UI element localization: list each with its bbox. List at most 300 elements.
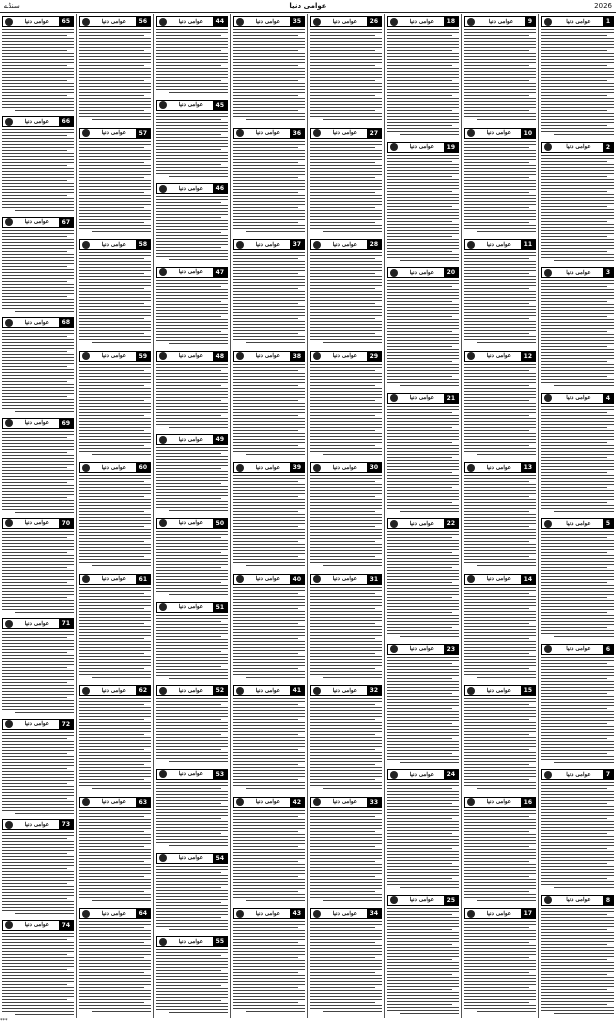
text-line — [156, 881, 228, 882]
badge-title: عوامی دنیا — [24, 520, 50, 527]
text-line — [464, 258, 529, 259]
article-badge — [464, 574, 536, 585]
text-line — [79, 95, 144, 96]
text-line — [387, 349, 459, 350]
text-line — [2, 1002, 74, 1003]
text-line — [233, 388, 305, 389]
badge-title: عوامی دنیا — [486, 353, 512, 360]
text-line — [2, 892, 74, 893]
text-line — [541, 83, 614, 84]
text-line — [233, 538, 305, 539]
text-line — [387, 248, 459, 249]
article-badge — [156, 351, 228, 362]
text-line — [541, 415, 614, 416]
text-line — [233, 891, 298, 892]
text-line — [156, 167, 228, 168]
text-line — [233, 77, 305, 78]
badge-title: عوامی دنیا — [486, 241, 512, 248]
text-line — [387, 257, 459, 258]
article-badge — [2, 16, 74, 27]
text-line — [156, 890, 228, 891]
text-line — [464, 174, 536, 175]
text-line — [79, 538, 151, 539]
text-line — [541, 242, 614, 243]
article-badge — [387, 267, 459, 278]
text-line — [464, 35, 529, 36]
text-line — [464, 746, 536, 747]
text-line — [310, 834, 382, 835]
text-line — [310, 873, 382, 874]
logo-icon — [313, 18, 321, 26]
text-line — [310, 550, 382, 551]
text-line — [156, 633, 228, 634]
article-53 — [156, 769, 228, 851]
text-line — [310, 770, 382, 771]
text-line — [541, 561, 614, 562]
text-line — [541, 286, 607, 287]
article-6 — [541, 644, 614, 768]
text-line — [310, 388, 382, 389]
text-line — [79, 596, 151, 597]
text-line — [310, 370, 375, 371]
text-line — [541, 627, 607, 628]
text-line — [541, 289, 614, 290]
text-line — [156, 397, 228, 398]
text-line — [156, 997, 228, 998]
article-badge — [156, 183, 228, 194]
text-line — [2, 284, 74, 285]
text-line — [79, 864, 151, 865]
text-line — [2, 534, 74, 535]
text-line — [310, 213, 382, 214]
badge-title: عوامی دنیا — [255, 687, 281, 694]
text-line — [464, 668, 529, 669]
text-line — [79, 888, 151, 889]
article-59 — [79, 351, 151, 461]
text-line — [2, 38, 74, 39]
logo-icon — [82, 352, 90, 360]
text-line — [156, 474, 228, 475]
text-line — [2, 963, 74, 964]
text-line — [2, 759, 74, 760]
text-line — [79, 987, 144, 988]
text-line — [323, 565, 382, 566]
badge-title: عوامی دنیا — [255, 799, 281, 806]
text-line — [233, 376, 305, 377]
text-line — [387, 182, 459, 183]
text-line — [2, 101, 74, 102]
text-line — [310, 255, 382, 256]
text-line — [387, 875, 459, 876]
article-number: 61 — [136, 575, 150, 584]
article-text — [387, 782, 459, 888]
text-line — [156, 313, 228, 314]
text-line — [156, 875, 228, 876]
text-line — [541, 884, 614, 885]
badge-title: عوامی دنیا — [486, 687, 512, 694]
text-line — [400, 636, 459, 637]
text-line — [156, 149, 221, 150]
text-line — [79, 171, 151, 172]
text-line — [464, 831, 529, 832]
text-line — [233, 309, 305, 310]
text-line — [156, 83, 228, 84]
logo-icon — [390, 896, 398, 904]
text-line — [310, 867, 382, 868]
text-line — [387, 173, 459, 174]
article-48 — [156, 351, 228, 433]
article-number: 29 — [367, 352, 381, 361]
text-line — [233, 415, 298, 416]
article-badge — [541, 267, 614, 278]
text-line — [79, 635, 151, 636]
article-14 — [464, 574, 536, 684]
text-line — [464, 837, 536, 838]
badge-title: عوامی دنیا — [178, 938, 204, 945]
logo-icon — [159, 436, 167, 444]
text-line — [310, 65, 375, 66]
text-line — [387, 209, 459, 210]
text-line — [541, 176, 607, 177]
text-line — [2, 144, 74, 145]
text-line — [233, 629, 305, 630]
text-line — [233, 83, 305, 84]
text-line — [541, 283, 614, 284]
text-line — [156, 415, 221, 416]
text-line — [387, 185, 459, 186]
text-line — [541, 331, 607, 332]
text-line — [464, 168, 536, 169]
text-line — [233, 698, 305, 699]
badge-title: عوامی دنیا — [409, 269, 435, 276]
text-line — [79, 882, 151, 883]
text-line — [2, 488, 74, 489]
article-41 — [233, 685, 305, 795]
text-line — [541, 44, 614, 45]
text-line — [541, 343, 614, 344]
text-line — [387, 203, 459, 204]
text-line — [156, 483, 221, 484]
text-line — [541, 421, 614, 422]
text-line — [2, 694, 74, 695]
text-line — [464, 153, 536, 154]
text-line — [464, 110, 529, 111]
text-line — [310, 430, 375, 431]
article-number: 39 — [290, 463, 304, 472]
text-line — [310, 285, 382, 286]
text-line — [310, 948, 382, 949]
text-line — [233, 990, 305, 991]
text-line — [79, 68, 151, 69]
text-line — [156, 295, 228, 296]
logo-icon — [159, 101, 167, 109]
text-line — [464, 879, 536, 880]
text-line — [387, 38, 459, 39]
text-line — [541, 618, 614, 619]
text-line — [79, 104, 151, 105]
text-line — [541, 382, 614, 383]
text-line — [464, 95, 529, 96]
article-text — [464, 810, 536, 901]
text-line — [233, 638, 298, 639]
text-line — [156, 899, 228, 900]
text-line — [79, 116, 151, 117]
text-line — [156, 418, 228, 419]
badge-title: عوامی دنیا — [255, 353, 281, 360]
text-line — [2, 898, 67, 899]
text-line — [387, 412, 452, 413]
text-line — [233, 743, 305, 744]
text-line — [2, 236, 67, 237]
text-line — [156, 379, 228, 380]
text-line — [310, 951, 382, 952]
text-line — [156, 791, 228, 792]
article-badge — [387, 644, 459, 655]
text-line — [79, 394, 151, 395]
text-line — [233, 963, 305, 964]
text-line — [464, 593, 529, 594]
text-line — [464, 150, 536, 151]
text-line — [387, 750, 459, 751]
text-line — [387, 230, 459, 231]
article-number: 56 — [136, 17, 150, 26]
text-line — [233, 321, 305, 322]
text-line — [387, 980, 459, 981]
text-line — [79, 731, 151, 732]
text-line — [464, 376, 536, 377]
text-line — [2, 257, 74, 258]
badge-title: عوامی دنیا — [409, 18, 435, 25]
text-line — [541, 370, 614, 371]
article-badge — [156, 685, 228, 696]
text-line — [387, 540, 459, 541]
article-badge — [464, 797, 536, 808]
logo-icon — [5, 720, 13, 728]
text-line — [464, 553, 536, 554]
text-line — [541, 502, 607, 503]
logo-icon — [236, 798, 244, 806]
text-line — [156, 447, 228, 448]
text-line — [387, 687, 459, 688]
text-line — [2, 594, 74, 595]
text-line — [541, 113, 614, 114]
text-line — [541, 744, 614, 745]
text-line — [464, 415, 529, 416]
text-line — [541, 227, 614, 228]
text-line — [15, 311, 74, 312]
text-line — [310, 749, 375, 750]
text-line — [156, 534, 228, 535]
text-line — [387, 436, 459, 437]
text-line — [233, 312, 305, 313]
text-line — [79, 885, 151, 886]
article-text — [233, 587, 305, 678]
text-line — [310, 707, 382, 708]
text-line — [464, 559, 536, 560]
text-line — [464, 816, 529, 817]
text-line — [387, 720, 459, 721]
text-line — [79, 828, 151, 829]
text-line — [310, 68, 382, 69]
text-line — [79, 421, 151, 422]
text-line — [233, 174, 305, 175]
text-line — [541, 487, 607, 488]
text-line — [233, 183, 305, 184]
article-text — [541, 280, 614, 386]
text-line — [156, 131, 228, 132]
text-line — [464, 620, 536, 621]
text-line — [464, 541, 529, 542]
text-line — [541, 980, 614, 981]
text-line — [541, 872, 614, 873]
text-line — [464, 219, 536, 220]
text-line — [464, 336, 536, 337]
text-line — [79, 32, 151, 33]
text-line — [2, 673, 74, 674]
text-line — [2, 795, 74, 796]
text-line — [541, 678, 607, 679]
text-line — [464, 638, 529, 639]
text-line — [464, 641, 536, 642]
text-line — [541, 932, 614, 933]
text-line — [541, 842, 614, 843]
text-line — [79, 945, 151, 946]
column-c6 — [385, 14, 462, 1018]
text-line — [79, 406, 151, 407]
text-line — [156, 961, 228, 962]
text-line — [79, 668, 144, 669]
text-line — [233, 424, 305, 425]
text-line — [387, 582, 452, 583]
text-line — [233, 499, 305, 500]
article-2 — [541, 142, 614, 266]
article-badge — [541, 644, 614, 655]
text-line — [79, 852, 151, 853]
text-line — [310, 532, 382, 533]
text-line — [2, 369, 74, 370]
page-footer: *** — [0, 1018, 8, 1024]
logo-icon — [82, 18, 90, 26]
text-line — [233, 32, 305, 33]
text-line — [233, 894, 305, 895]
text-line — [387, 794, 459, 795]
text-line — [233, 71, 305, 72]
text-line — [310, 113, 382, 114]
text-line — [464, 743, 536, 744]
text-line — [310, 526, 375, 527]
text-line — [464, 439, 536, 440]
text-line — [310, 421, 382, 422]
text-line — [233, 776, 305, 777]
article-badge — [79, 351, 151, 362]
text-line — [2, 765, 74, 766]
text-line — [464, 526, 529, 527]
column-c4 — [231, 14, 308, 1018]
text-line — [464, 864, 536, 865]
text-line — [387, 585, 459, 586]
text-line — [387, 370, 459, 371]
text-line — [79, 306, 151, 307]
text-line — [310, 933, 382, 934]
text-line — [387, 343, 459, 344]
text-line — [2, 609, 74, 610]
text-line — [156, 244, 228, 245]
badge-title: عوامی دنیا — [332, 799, 358, 806]
text-line — [310, 816, 375, 817]
text-line — [464, 834, 536, 835]
badge-title: عوامی دنیا — [566, 144, 591, 150]
text-line — [2, 53, 74, 54]
text-line — [233, 291, 305, 292]
text-line — [464, 285, 536, 286]
text-line — [541, 800, 614, 801]
text-line — [541, 185, 614, 186]
text-line — [541, 824, 614, 825]
text-line — [79, 324, 151, 325]
text-line — [400, 1013, 459, 1014]
logo-icon — [313, 575, 321, 583]
text-line — [310, 475, 382, 476]
text-line — [156, 830, 228, 831]
text-line — [464, 514, 536, 515]
text-line — [233, 192, 298, 193]
text-line — [387, 974, 452, 975]
article-number: 60 — [136, 463, 150, 472]
text-line — [387, 995, 459, 996]
text-line — [2, 570, 74, 571]
text-line — [464, 785, 536, 786]
text-line — [79, 391, 151, 392]
text-line — [464, 611, 536, 612]
text-line — [464, 617, 536, 618]
text-line — [2, 744, 74, 745]
text-line — [387, 669, 459, 670]
text-line — [233, 945, 305, 946]
text-line — [541, 809, 614, 810]
text-line — [233, 65, 298, 66]
article-number: 26 — [367, 17, 381, 26]
text-line — [541, 531, 614, 532]
text-line — [233, 999, 305, 1000]
text-line — [156, 1006, 228, 1007]
text-line — [387, 615, 459, 616]
article-badge — [79, 574, 151, 585]
text-line — [233, 379, 305, 380]
text-line — [2, 77, 74, 78]
text-line — [79, 1008, 151, 1009]
logo-icon — [313, 129, 321, 137]
text-line — [541, 702, 614, 703]
logo-icon — [313, 464, 321, 472]
text-line — [464, 981, 536, 982]
text-line — [79, 617, 151, 618]
text-line — [541, 615, 614, 616]
text-line — [2, 738, 67, 739]
text-line — [156, 645, 228, 646]
text-line — [79, 867, 151, 868]
text-line — [387, 860, 459, 861]
text-line — [156, 797, 228, 798]
text-line — [387, 603, 459, 604]
text-line — [233, 668, 298, 669]
text-line — [387, 923, 459, 924]
text-line — [2, 853, 67, 854]
text-line — [464, 195, 536, 196]
text-line — [2, 777, 74, 778]
text-line — [387, 920, 459, 921]
text-line — [2, 449, 74, 450]
text-line — [79, 442, 151, 443]
